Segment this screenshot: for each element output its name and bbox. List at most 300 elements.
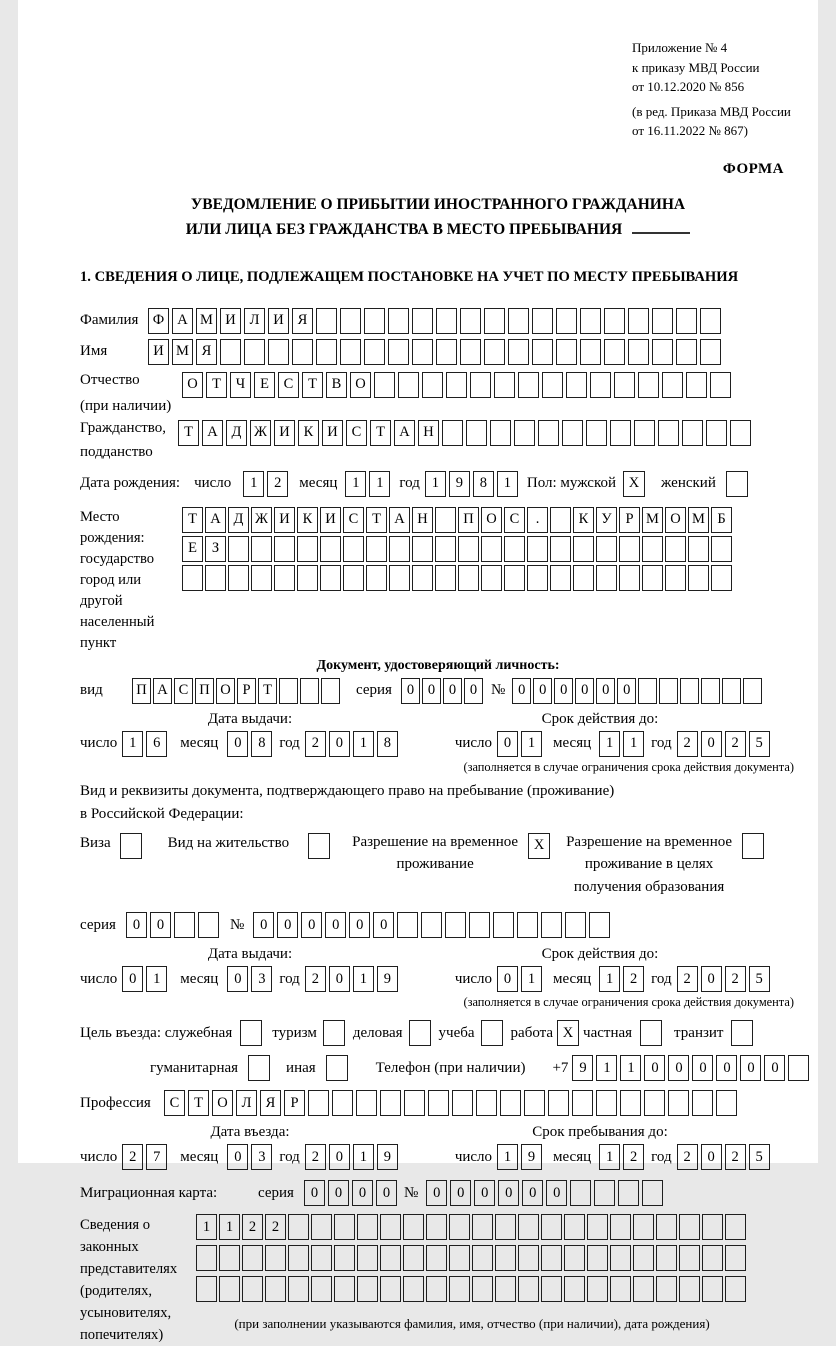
form-cell[interactable] (725, 1276, 746, 1302)
form-cell[interactable] (686, 372, 707, 398)
form-cell[interactable] (332, 1090, 353, 1116)
form-cell[interactable] (638, 372, 659, 398)
purpose-study-checkbox[interactable] (481, 1020, 503, 1046)
form-cell[interactable]: М (196, 308, 217, 334)
form-cell[interactable] (556, 339, 577, 365)
form-cell[interactable] (452, 1090, 473, 1116)
form-cell[interactable] (380, 1214, 401, 1240)
form-cell[interactable] (500, 1090, 521, 1116)
form-cell[interactable] (364, 339, 385, 365)
form-cell[interactable] (656, 1245, 677, 1271)
form-cell[interactable]: А (153, 678, 172, 704)
form-cell[interactable] (364, 308, 385, 334)
form-cell[interactable]: И (322, 420, 343, 446)
form-cell[interactable] (274, 536, 295, 562)
form-cell[interactable]: 0 (668, 1055, 689, 1081)
form-cell[interactable]: 6 (146, 731, 167, 757)
form-cell[interactable] (587, 1214, 608, 1240)
form-cell[interactable]: 1 (369, 471, 390, 497)
form-cell[interactable]: З (205, 536, 226, 562)
form-cell[interactable]: 0 (253, 912, 274, 938)
form-cell[interactable]: 0 (575, 678, 594, 704)
form-cell[interactable]: 0 (512, 678, 531, 704)
form-cell[interactable] (435, 565, 456, 591)
form-cell[interactable] (403, 1214, 424, 1240)
form-cell[interactable]: Т (302, 372, 323, 398)
form-cell[interactable] (288, 1214, 309, 1240)
form-cell[interactable]: 0 (352, 1180, 373, 1206)
form-cell[interactable] (182, 565, 203, 591)
form-cell[interactable] (610, 1214, 631, 1240)
form-cell[interactable]: Д (226, 420, 247, 446)
form-cell[interactable] (642, 536, 663, 562)
form-cell[interactable] (518, 1276, 539, 1302)
form-cell[interactable]: 0 (126, 912, 147, 938)
form-cell[interactable]: 8 (251, 731, 272, 757)
form-cell[interactable] (316, 339, 337, 365)
form-cell[interactable] (311, 1214, 332, 1240)
form-cell[interactable] (422, 372, 443, 398)
form-cell[interactable] (548, 1090, 569, 1116)
form-cell[interactable] (428, 1090, 449, 1116)
purpose-business-checkbox[interactable] (409, 1020, 431, 1046)
form-cell[interactable]: 0 (692, 1055, 713, 1081)
form-cell[interactable] (198, 912, 219, 938)
purpose-private-checkbox[interactable] (640, 1020, 662, 1046)
form-cell[interactable]: 0 (764, 1055, 785, 1081)
form-cell[interactable]: 1 (122, 731, 143, 757)
form-cell[interactable] (700, 339, 721, 365)
form-cell[interactable] (679, 1276, 700, 1302)
form-cell[interactable] (472, 1276, 493, 1302)
form-cell[interactable] (458, 536, 479, 562)
form-cell[interactable] (614, 372, 635, 398)
form-cell[interactable] (495, 1245, 516, 1271)
form-cell[interactable]: Р (284, 1090, 305, 1116)
form-cell[interactable]: 1 (353, 966, 374, 992)
form-cell[interactable]: Я (260, 1090, 281, 1116)
form-cell[interactable] (504, 536, 525, 562)
form-cell[interactable]: Р (237, 678, 256, 704)
purpose-tourism-checkbox[interactable] (323, 1020, 345, 1046)
form-cell[interactable] (334, 1276, 355, 1302)
form-cell[interactable]: 2 (725, 731, 746, 757)
form-cell[interactable] (633, 1245, 654, 1271)
form-cell[interactable]: 1 (196, 1214, 217, 1240)
form-cell[interactable] (380, 1090, 401, 1116)
form-cell[interactable] (426, 1214, 447, 1240)
form-cell[interactable]: 2 (677, 966, 698, 992)
form-cell[interactable]: М (642, 507, 663, 533)
form-cell[interactable] (174, 912, 195, 938)
form-cell[interactable] (618, 1180, 639, 1206)
form-cell[interactable]: 0 (498, 1180, 519, 1206)
form-cell[interactable]: 2 (305, 1144, 326, 1170)
form-cell[interactable]: Б (711, 507, 732, 533)
form-cell[interactable]: 5 (749, 966, 770, 992)
form-cell[interactable] (620, 1090, 641, 1116)
form-cell[interactable]: Ч (230, 372, 251, 398)
form-cell[interactable] (426, 1276, 447, 1302)
form-cell[interactable] (470, 372, 491, 398)
form-cell[interactable]: Д (228, 507, 249, 533)
form-cell[interactable] (297, 536, 318, 562)
form-cell[interactable] (219, 1276, 240, 1302)
form-cell[interactable] (292, 339, 313, 365)
form-cell[interactable] (541, 912, 562, 938)
form-cell[interactable]: 0 (464, 678, 483, 704)
form-cell[interactable]: 1 (620, 1055, 641, 1081)
form-cell[interactable]: 0 (325, 912, 346, 938)
form-cell[interactable] (702, 1276, 723, 1302)
form-cell[interactable] (495, 1214, 516, 1240)
form-cell[interactable] (604, 339, 625, 365)
form-cell[interactable] (472, 1214, 493, 1240)
form-cell[interactable] (702, 1214, 723, 1240)
form-cell[interactable]: А (172, 308, 193, 334)
form-cell[interactable] (633, 1276, 654, 1302)
form-cell[interactable] (220, 339, 241, 365)
form-cell[interactable] (652, 339, 673, 365)
form-cell[interactable] (659, 678, 678, 704)
form-cell[interactable]: 0 (227, 1144, 248, 1170)
form-cell[interactable]: 0 (227, 966, 248, 992)
form-cell[interactable]: 2 (623, 966, 644, 992)
form-cell[interactable] (662, 372, 683, 398)
form-cell[interactable] (518, 1245, 539, 1271)
form-cell[interactable] (374, 372, 395, 398)
form-cell[interactable] (688, 565, 709, 591)
form-cell[interactable] (679, 1245, 700, 1271)
form-cell[interactable]: Т (206, 372, 227, 398)
form-cell[interactable] (518, 1214, 539, 1240)
form-cell[interactable]: Л (244, 308, 265, 334)
form-cell[interactable]: Т (182, 507, 203, 533)
form-cell[interactable] (665, 565, 686, 591)
form-cell[interactable]: Я (196, 339, 217, 365)
form-cell[interactable] (490, 420, 511, 446)
purpose-official-checkbox[interactable] (240, 1020, 262, 1046)
form-cell[interactable] (426, 1245, 447, 1271)
form-cell[interactable] (380, 1245, 401, 1271)
form-cell[interactable] (619, 536, 640, 562)
form-cell[interactable] (357, 1276, 378, 1302)
form-cell[interactable]: 1 (623, 731, 644, 757)
form-cell[interactable] (610, 1245, 631, 1271)
form-cell[interactable] (476, 1090, 497, 1116)
form-cell[interactable] (556, 308, 577, 334)
form-cell[interactable] (596, 536, 617, 562)
form-cell[interactable]: 0 (443, 678, 462, 704)
form-cell[interactable]: 0 (617, 678, 636, 704)
form-cell[interactable]: 1 (599, 1144, 620, 1170)
form-cell[interactable] (481, 565, 502, 591)
form-cell[interactable]: 0 (554, 678, 573, 704)
form-cell[interactable] (397, 912, 418, 938)
form-cell[interactable] (658, 420, 679, 446)
form-cell[interactable] (564, 1214, 585, 1240)
form-cell[interactable] (228, 536, 249, 562)
form-cell[interactable] (562, 420, 583, 446)
form-cell[interactable] (701, 678, 720, 704)
form-cell[interactable] (542, 372, 563, 398)
form-cell[interactable]: 0 (401, 678, 420, 704)
form-cell[interactable]: 2 (265, 1214, 286, 1240)
form-cell[interactable] (366, 565, 387, 591)
form-cell[interactable] (633, 1214, 654, 1240)
form-cell[interactable] (676, 339, 697, 365)
form-cell[interactable] (265, 1276, 286, 1302)
form-cell[interactable]: 2 (267, 471, 288, 497)
form-cell[interactable] (205, 565, 226, 591)
form-cell[interactable]: 0 (122, 966, 143, 992)
form-cell[interactable] (679, 1214, 700, 1240)
form-cell[interactable]: 0 (522, 1180, 543, 1206)
form-cell[interactable] (550, 565, 571, 591)
form-cell[interactable]: Я (292, 308, 313, 334)
form-cell[interactable]: 3 (251, 1144, 272, 1170)
form-cell[interactable] (320, 536, 341, 562)
form-cell[interactable] (508, 308, 529, 334)
form-cell[interactable]: Ж (250, 420, 271, 446)
form-cell[interactable] (388, 339, 409, 365)
form-cell[interactable] (722, 678, 741, 704)
form-cell[interactable] (412, 536, 433, 562)
form-cell[interactable]: 0 (328, 1180, 349, 1206)
form-cell[interactable]: 9 (377, 1144, 398, 1170)
form-cell[interactable]: 9 (572, 1055, 593, 1081)
form-cell[interactable]: А (205, 507, 226, 533)
form-cell[interactable]: 0 (301, 912, 322, 938)
form-cell[interactable] (343, 565, 364, 591)
form-cell[interactable]: 9 (377, 966, 398, 992)
form-cell[interactable] (587, 1276, 608, 1302)
form-cell[interactable]: 1 (219, 1214, 240, 1240)
form-cell[interactable] (242, 1245, 263, 1271)
form-cell[interactable] (725, 1214, 746, 1240)
form-cell[interactable]: 0 (329, 1144, 350, 1170)
form-cell[interactable] (706, 420, 727, 446)
form-cell[interactable]: 0 (426, 1180, 447, 1206)
form-cell[interactable]: 1 (425, 471, 446, 497)
form-cell[interactable]: К (573, 507, 594, 533)
form-cell[interactable] (389, 565, 410, 591)
form-cell[interactable]: 2 (725, 966, 746, 992)
form-cell[interactable] (484, 339, 505, 365)
form-cell[interactable]: А (389, 507, 410, 533)
form-cell[interactable]: 0 (329, 966, 350, 992)
form-cell[interactable] (644, 1090, 665, 1116)
form-cell[interactable] (366, 536, 387, 562)
form-cell[interactable] (642, 1180, 663, 1206)
form-cell[interactable]: И (274, 420, 295, 446)
form-cell[interactable] (550, 536, 571, 562)
form-cell[interactable] (244, 339, 265, 365)
form-cell[interactable]: О (216, 678, 235, 704)
form-cell[interactable]: Н (412, 507, 433, 533)
form-cell[interactable]: 8 (473, 471, 494, 497)
temp-permit-checkbox[interactable]: X (528, 833, 550, 859)
form-cell[interactable] (638, 678, 657, 704)
form-cell[interactable] (711, 536, 732, 562)
form-cell[interactable] (321, 678, 340, 704)
form-cell[interactable]: П (132, 678, 151, 704)
form-cell[interactable]: . (527, 507, 548, 533)
form-cell[interactable]: И (220, 308, 241, 334)
form-cell[interactable] (573, 536, 594, 562)
form-cell[interactable] (580, 308, 601, 334)
form-cell[interactable]: 1 (345, 471, 366, 497)
form-cell[interactable] (504, 565, 525, 591)
form-cell[interactable]: Ф (148, 308, 169, 334)
form-cell[interactable] (316, 308, 337, 334)
form-cell[interactable] (493, 912, 514, 938)
form-cell[interactable]: 8 (377, 731, 398, 757)
form-cell[interactable] (688, 536, 709, 562)
form-cell[interactable] (788, 1055, 809, 1081)
form-cell[interactable] (472, 1245, 493, 1271)
form-cell[interactable]: 0 (497, 966, 518, 992)
form-cell[interactable]: 9 (449, 471, 470, 497)
form-cell[interactable]: О (481, 507, 502, 533)
form-cell[interactable]: С (174, 678, 193, 704)
form-cell[interactable]: К (297, 507, 318, 533)
form-cell[interactable] (668, 1090, 689, 1116)
form-cell[interactable] (421, 912, 442, 938)
form-cell[interactable] (436, 339, 457, 365)
form-cell[interactable]: 0 (376, 1180, 397, 1206)
form-cell[interactable] (596, 565, 617, 591)
form-cell[interactable]: Т (258, 678, 277, 704)
form-cell[interactable] (711, 565, 732, 591)
form-cell[interactable] (589, 912, 610, 938)
form-cell[interactable] (458, 565, 479, 591)
form-cell[interactable]: 2 (305, 731, 326, 757)
form-cell[interactable] (532, 308, 553, 334)
form-cell[interactable]: 1 (599, 731, 620, 757)
form-cell[interactable] (403, 1245, 424, 1271)
form-cell[interactable]: 1 (353, 731, 374, 757)
form-cell[interactable] (380, 1276, 401, 1302)
form-cell[interactable]: Т (178, 420, 199, 446)
form-cell[interactable]: 0 (701, 1144, 722, 1170)
form-cell[interactable]: Т (370, 420, 391, 446)
form-cell[interactable] (710, 372, 731, 398)
form-cell[interactable]: 1 (521, 731, 542, 757)
form-cell[interactable] (268, 339, 289, 365)
form-cell[interactable]: 0 (422, 678, 441, 704)
form-cell[interactable] (242, 1276, 263, 1302)
form-cell[interactable]: Т (366, 507, 387, 533)
form-cell[interactable]: Ж (251, 507, 272, 533)
form-cell[interactable] (586, 420, 607, 446)
form-cell[interactable]: 0 (450, 1180, 471, 1206)
form-cell[interactable]: 5 (749, 731, 770, 757)
form-cell[interactable] (524, 1090, 545, 1116)
purpose-humanitarian-checkbox[interactable] (248, 1055, 270, 1081)
form-cell[interactable]: 0 (474, 1180, 495, 1206)
form-cell[interactable] (604, 308, 625, 334)
form-cell[interactable] (656, 1214, 677, 1240)
form-cell[interactable] (610, 420, 631, 446)
form-cell[interactable] (680, 678, 699, 704)
form-cell[interactable]: 9 (521, 1144, 542, 1170)
form-cell[interactable]: Н (418, 420, 439, 446)
form-cell[interactable] (334, 1214, 355, 1240)
form-cell[interactable] (676, 308, 697, 334)
form-cell[interactable]: 2 (122, 1144, 143, 1170)
form-cell[interactable] (590, 372, 611, 398)
form-cell[interactable] (297, 565, 318, 591)
purpose-transit-checkbox[interactable] (731, 1020, 753, 1046)
residence-permit-checkbox[interactable] (308, 833, 330, 859)
form-cell[interactable] (700, 308, 721, 334)
form-cell[interactable]: 0 (349, 912, 370, 938)
form-cell[interactable]: 2 (677, 731, 698, 757)
form-cell[interactable] (665, 536, 686, 562)
form-cell[interactable]: 0 (701, 966, 722, 992)
form-cell[interactable] (357, 1214, 378, 1240)
form-cell[interactable] (288, 1276, 309, 1302)
form-cell[interactable]: Р (619, 507, 640, 533)
form-cell[interactable]: А (202, 420, 223, 446)
form-cell[interactable] (494, 372, 515, 398)
form-cell[interactable] (340, 308, 361, 334)
form-cell[interactable] (460, 339, 481, 365)
form-cell[interactable] (532, 339, 553, 365)
form-cell[interactable] (570, 1180, 591, 1206)
form-cell[interactable] (495, 1276, 516, 1302)
form-cell[interactable]: 1 (521, 966, 542, 992)
form-cell[interactable] (340, 339, 361, 365)
form-cell[interactable] (404, 1090, 425, 1116)
form-cell[interactable] (743, 678, 762, 704)
form-cell[interactable] (716, 1090, 737, 1116)
form-cell[interactable]: 0 (716, 1055, 737, 1081)
form-cell[interactable] (628, 308, 649, 334)
form-cell[interactable]: 0 (304, 1180, 325, 1206)
form-cell[interactable] (389, 536, 410, 562)
form-cell[interactable]: С (504, 507, 525, 533)
form-cell[interactable] (398, 372, 419, 398)
form-cell[interactable] (449, 1276, 470, 1302)
form-cell[interactable] (610, 1276, 631, 1302)
form-cell[interactable] (565, 912, 586, 938)
form-cell[interactable]: 0 (701, 731, 722, 757)
form-cell[interactable] (566, 372, 587, 398)
purpose-work-checkbox[interactable]: X (557, 1020, 579, 1046)
form-cell[interactable] (403, 1276, 424, 1302)
form-cell[interactable] (412, 308, 433, 334)
form-cell[interactable] (300, 678, 319, 704)
form-cell[interactable] (702, 1245, 723, 1271)
form-cell[interactable]: 1 (146, 966, 167, 992)
form-cell[interactable]: С (278, 372, 299, 398)
form-cell[interactable]: 0 (644, 1055, 665, 1081)
form-cell[interactable] (527, 565, 548, 591)
form-cell[interactable] (442, 420, 463, 446)
form-cell[interactable] (596, 1090, 617, 1116)
form-cell[interactable] (435, 536, 456, 562)
form-cell[interactable]: М (172, 339, 193, 365)
form-cell[interactable] (538, 420, 559, 446)
form-cell[interactable] (730, 420, 751, 446)
form-cell[interactable]: 2 (242, 1214, 263, 1240)
form-cell[interactable]: 2 (305, 966, 326, 992)
form-cell[interactable] (517, 912, 538, 938)
form-cell[interactable] (279, 678, 298, 704)
form-cell[interactable] (219, 1245, 240, 1271)
